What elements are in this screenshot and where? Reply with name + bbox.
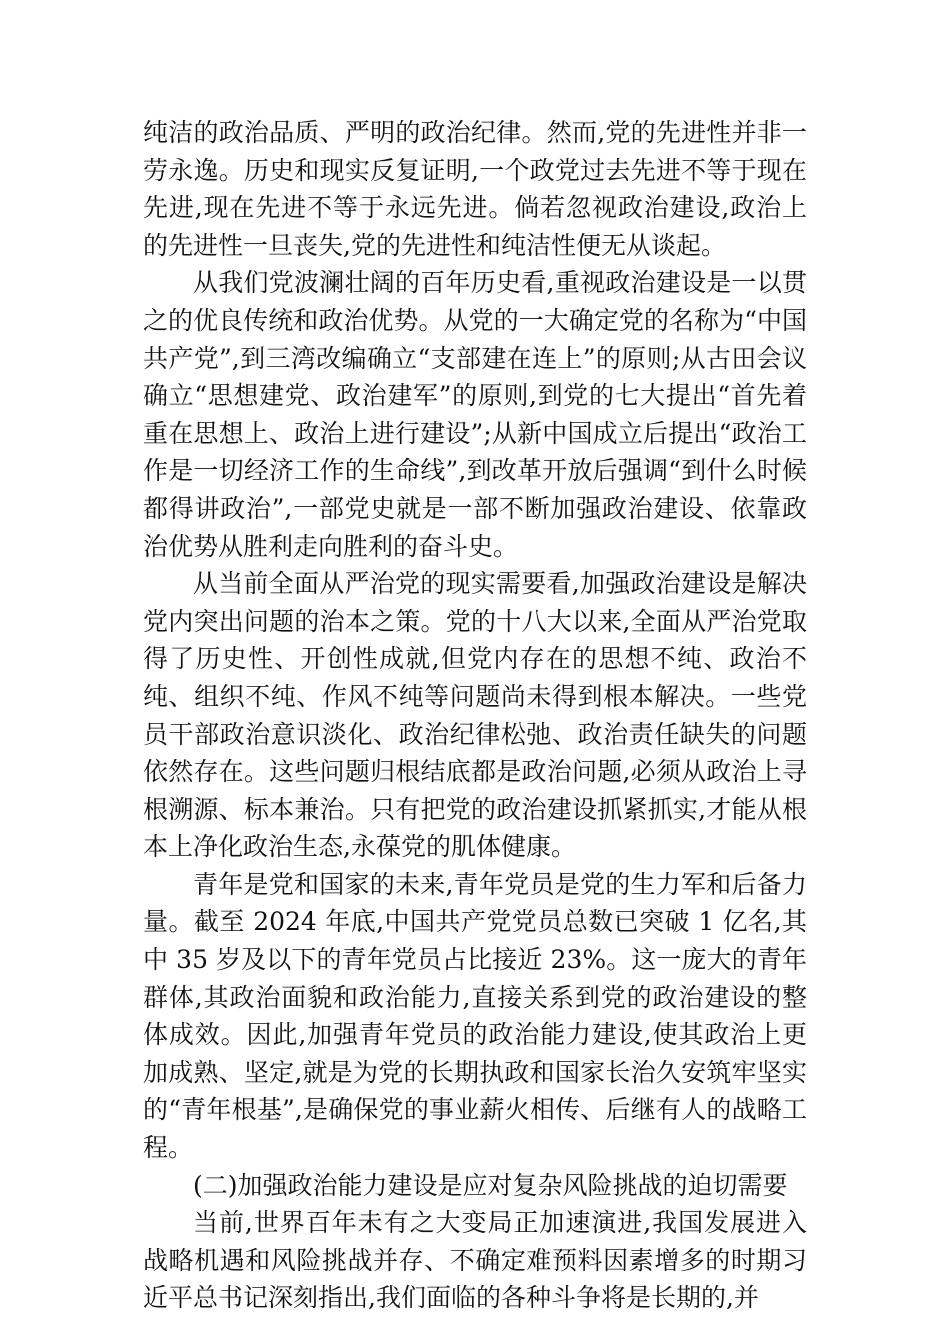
- paragraph-risks-challenges: 当前,世界百年未有之大变局正加速演进,我国发展进入战略机遇和风险挑战并存、不确定难预料因素增多的时期习近平总书记深刻指出,我们面临的各种斗争将是长期的,并: [143, 1208, 807, 1313]
- paragraph-young-members: 青年是党和国家的未来,青年党员是党的生力军和后备力量。截至 2024 年底,中国共产党党员总数已突破 1 亿名,其中 35 岁及以下的青年党员占比接近 23%。这一庞大的青年群体,其政治面貌和政治能力,直接关系到党的政治建设的整体成效。因此,加强青年党员的政治能力建设,使其政治上更加成熟、坚定,就是为党的长期执政和国家长治久安筑牢坚实的“青年根基”,是确保党的事业薪火相传、后继有人的战略工程。: [143, 869, 807, 1163]
- document-body: [143, 114, 807, 1317]
- paragraph-continuation: 纯洁的政治品质、严明的政治纪律。然而,党的先进性并非一劳永逸。历史和现实反复证明,一个政党过去先进不等于现在先进,现在先进不等于永远先进。倘若忽视政治建设,政治上的先进性一旦丧失,党的先进性和纯洁性便无从谈起。: [143, 118, 807, 260]
- paragraph-party-history: 从我们党波澜壮阔的百年历史看,重视政治建设是一以贯之的优良传统和政治优势。从党的一大确定党的名称为“中国共产党”,到三湾改编确立“支部建在连上”的原则;从古田会议确立“思想建党、政治建军”的原则,到党的七大提出“首先着重在思想上、政治上进行建设”;从新中国成立后提出“政治工作是一切经济工作的生命线”,到改革开放后强调“到什么时候都得讲政治”,一部党史就是一部不断加强政治建设、依靠政治优势从胜利走向胜利的奋斗史。: [143, 268, 807, 561]
- paragraph-strict-governance: 从当前全面从严治党的现实需要看,加强政治建设是解决党内突出问题的治本之策。党的十八大以来,全面从严治党取得了历史性、开创性成就,但党内存在的思想不纯、政治不纯、组织不纯、作风不纯等问题尚未得到根本解决。一些党员干部政治意识淡化、政治纪律松弛、政治责任缺失的问题依然存在。这些问题归根结底都是政治问题,必须从政治上寻根溯源、标本兼治。只有把党的政治建设抓紧抓实,才能从根本上净化政治生态,永葆党的肌体健康。: [143, 569, 807, 862]
- section-heading-2: (二)加强政治能力建设是应对复杂风险挑战的迫切需要: [193, 1170, 788, 1200]
